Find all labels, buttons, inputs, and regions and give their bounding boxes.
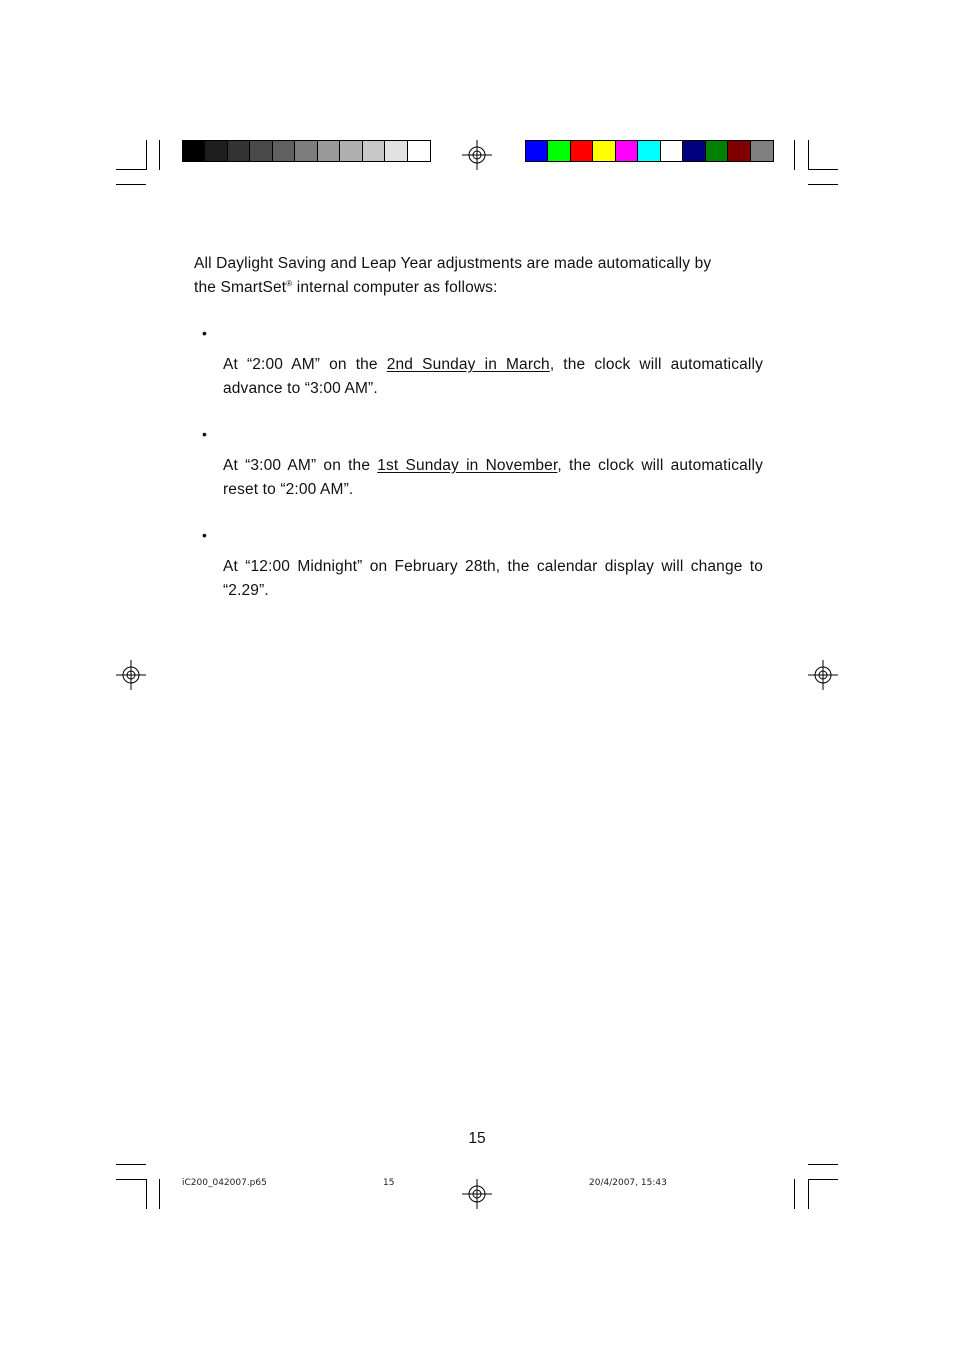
intro-line-2-start: the SmartSet [194,279,287,296]
list-item [223,555,763,603]
gray-swatch-8 [340,141,362,161]
color-swatch-2 [548,141,570,161]
color-calibration-bar [525,140,774,162]
footer-page: 15 [383,1178,395,1188]
bullet-1: • [202,325,207,341]
bullet-2: • [202,426,207,442]
color-swatch-9 [706,141,728,161]
gray-swatch-11 [408,141,430,161]
gray-swatch-3 [228,141,250,161]
color-swatch-6 [638,141,660,161]
item-1-underlined-date: 2nd Sunday in March [386,356,550,373]
gray-swatch-6 [295,141,317,161]
footer-timestamp: 20/4/2007, 15:43 [589,1178,667,1188]
list-item [223,454,763,502]
color-swatch-10 [728,141,750,161]
registration-target-icon [116,660,146,690]
registration-target-icon [462,1179,492,1209]
color-swatch-3 [571,141,593,161]
gray-swatch-5 [273,141,295,161]
color-swatch-4 [593,141,615,161]
footer-filename: iC200_042007.p65 [182,1178,267,1188]
item-1-text-end: , the clock will automatically advance to “3:00 AM”. [223,356,763,397]
color-swatch-8 [683,141,705,161]
item-3-text: At “12:00 Midnight” on February 28th, the calendar display will change to “2.29”. [223,558,763,599]
gray-swatch-7 [318,141,340,161]
intro-line-1: All Daylight Saving and Leap Year adjustments are made automatically by [194,255,712,272]
gray-swatch-9 [363,141,385,161]
registration-target-icon [808,660,838,690]
intro-paragraph [194,252,764,300]
color-swatch-5 [616,141,638,161]
gray-swatch-4 [250,141,272,161]
gray-swatch-2 [205,141,227,161]
list-item [223,353,763,401]
grayscale-calibration-bar [182,140,431,162]
item-2-text-start: At “3:00 AM” on the [223,457,378,474]
color-swatch-1 [526,141,548,161]
color-swatch-7 [661,141,683,161]
gray-swatch-1 [183,141,205,161]
bullet-3: • [202,527,207,543]
intro-line-2-end: internal computer as follows: [292,279,498,296]
item-2-underlined-date: 1st Sunday in November [377,457,558,474]
page-number: 15 [468,1130,486,1147]
intro-line-2 [194,276,764,300]
item-1-text-start: At “2:00 AM” on the [223,356,387,373]
color-swatch-11 [751,141,773,161]
item-2-text-end: , the clock will automatically reset to “2:00 AM”. [223,457,763,498]
registration-target-icon [462,140,492,170]
registered-mark: ® [286,279,293,288]
gray-swatch-10 [385,141,407,161]
